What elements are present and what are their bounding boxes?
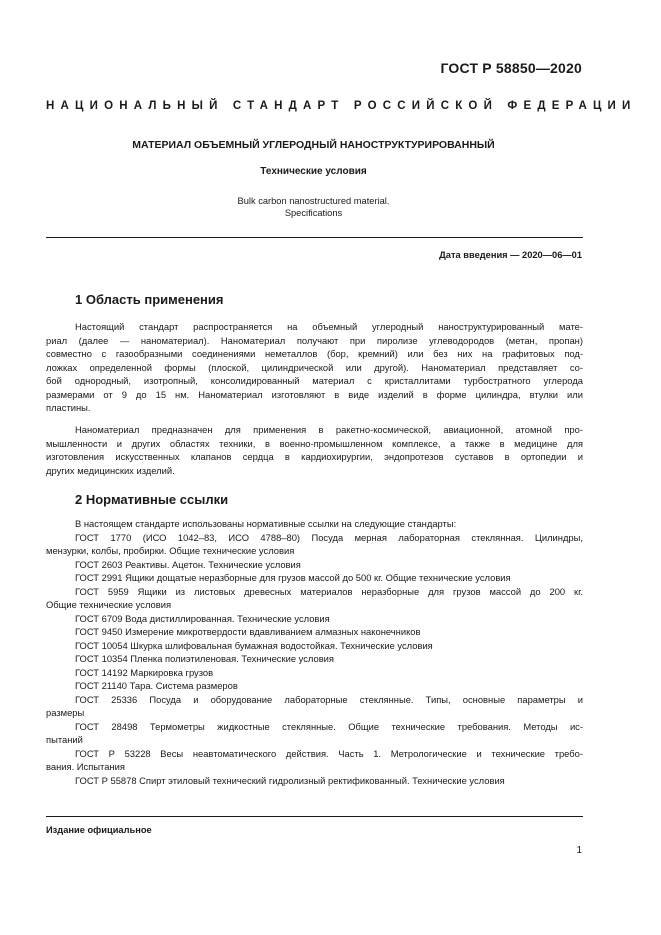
reference-gost-25336-cont: размеры [46, 707, 85, 718]
standard-title: МАТЕРИАЛ ОБЪЕМНЫЙ УГЛЕРОДНЫЙ НАНОСТРУКТУРИРОВАННЫЙ [132, 139, 495, 151]
reference-gost-r-53228-cont: вания. Испытания [46, 761, 125, 772]
english-title-line: Specifications [284, 208, 343, 218]
english-title [46, 195, 581, 219]
reference-gost-21140: ГОСТ 21140 Тара. Система размеров [75, 680, 238, 691]
standard-subtitle: Технические условия [260, 166, 367, 177]
text-line: совместно с газообразными соединениями неметаллов (бор, кремний) или без них на графитовых под- [46, 348, 583, 359]
text-line: Наноматериал предназначен для применения в ракетно-космической, авиационной, атомной про- [75, 424, 583, 435]
text-line: Настоящий стандарт распространяется на объемный углеродный наноструктурированный мате- [75, 321, 583, 332]
reference-gost-2991: ГОСТ 2991 Ящики дощатые неразборные для грузов массой до 500 кг. Общие технические условия [75, 572, 511, 583]
title-divider [46, 237, 583, 238]
reference-gost-r-53228: ГОСТ Р 53228 Весы неавтоматического действия. Часть 1. Метрологические и технические требо- [75, 747, 583, 759]
text-line: риал (далее — наноматериал). Наноматериал получают при пиролизе углеводородов (метан, пропан) [46, 334, 583, 346]
reference-gost-28498-cont: пытаний [46, 734, 83, 745]
official-edition-note: Издание официальное [46, 825, 152, 835]
text-line: пластины. [46, 402, 91, 413]
reference-gost-9450: ГОСТ 9450 Измерение микротвердости вдавливанием алмазных наконечников [75, 626, 421, 637]
introduction-date: Дата введения — 2020—06—01 [439, 250, 582, 260]
reference-gost-2603: ГОСТ 2603 Реактивы. Ацетон. Технические условия [75, 558, 301, 570]
reference-gost-5959-cont: Общие технические условия [46, 599, 172, 610]
page-number: 1 [576, 845, 582, 856]
text-line: бой однородный, изотропный, консолидированный материал с кристаллитами турбостратного углерода [46, 375, 583, 386]
section-1-paragraph-1 [46, 320, 583, 415]
reference-gost-14192: ГОСТ 14192 Маркировка грузов [75, 666, 214, 678]
reference-gost-10054: ГОСТ 10054 Шкурка шлифовальная бумажная водостойкая. Технические условия [75, 639, 433, 651]
reference-gost-25336: ГОСТ 25336 Посуда и оборудование лабораторные стеклянные. Типы, основные параметры и [75, 693, 583, 705]
reference-gost-10354: ГОСТ 10354 Пленка полиэтиленовая. Технические условия [75, 653, 334, 664]
national-standard-banner: НАЦИОНАЛЬНЫЙ СТАНДАРТ РОССИЙСКОЙ ФЕДЕРАЦИИ [46, 100, 637, 112]
reference-gost-r-55878: ГОСТ Р 55878 Спирт этиловый технический гидролизный ректификованный. Технические условия [75, 774, 505, 786]
text-line: мышленности и других областях техники, в военно-промышленном комплексе, а также в медицине для [46, 437, 583, 449]
reference-gost-6709: ГОСТ 6709 Вода дистиллированная. Технические условия [75, 612, 330, 624]
reference-gost-5959: ГОСТ 5959 Ящики из листовых древесных материалов неразборные для грузов массой до 200 кг. [75, 585, 583, 597]
english-title-line: Bulk carbon nanostructured material. [237, 196, 390, 206]
text-line: ложках определенной формы (плоской, цилиндрической или другой). Наноматериал представляет со- [46, 361, 583, 373]
reference-gost-1770-cont: мензурки, колбы, пробирки. Общие технические условия [46, 545, 295, 556]
reference-gost-1770: ГОСТ 1770 (ИСО 1042–83, ИСО 4788–80) Посуда мерная лабораторная стеклянная. Цилиндры, [75, 531, 583, 543]
section-2-heading: 2 Нормативные ссылки [75, 492, 229, 507]
text-line: других медицинских изделий. [46, 464, 175, 476]
section-1-heading: 1 Область применения [75, 292, 224, 307]
document-code: ГОСТ Р 58850—2020 [440, 60, 582, 76]
section-1-paragraph-2 [46, 423, 583, 477]
text-line: изготовления искусственных клапанов сердца в кардиохирургии, эндопротезов суставов в ортопедии и [46, 451, 583, 462]
footer-divider [46, 816, 583, 817]
normative-references-list [46, 517, 583, 787]
text-line: размерами от 9 до 15 нм. Наноматериал изготовляют в виде изделий в форме цилиндра, втулки или [46, 388, 583, 400]
reference-gost-28498: ГОСТ 28498 Термометры жидкостные стеклянные. Общие технические требования. Методы ис- [75, 720, 583, 732]
references-intro: В настоящем стандарте использованы нормативные ссылки на следующие стандарты: [75, 518, 457, 529]
